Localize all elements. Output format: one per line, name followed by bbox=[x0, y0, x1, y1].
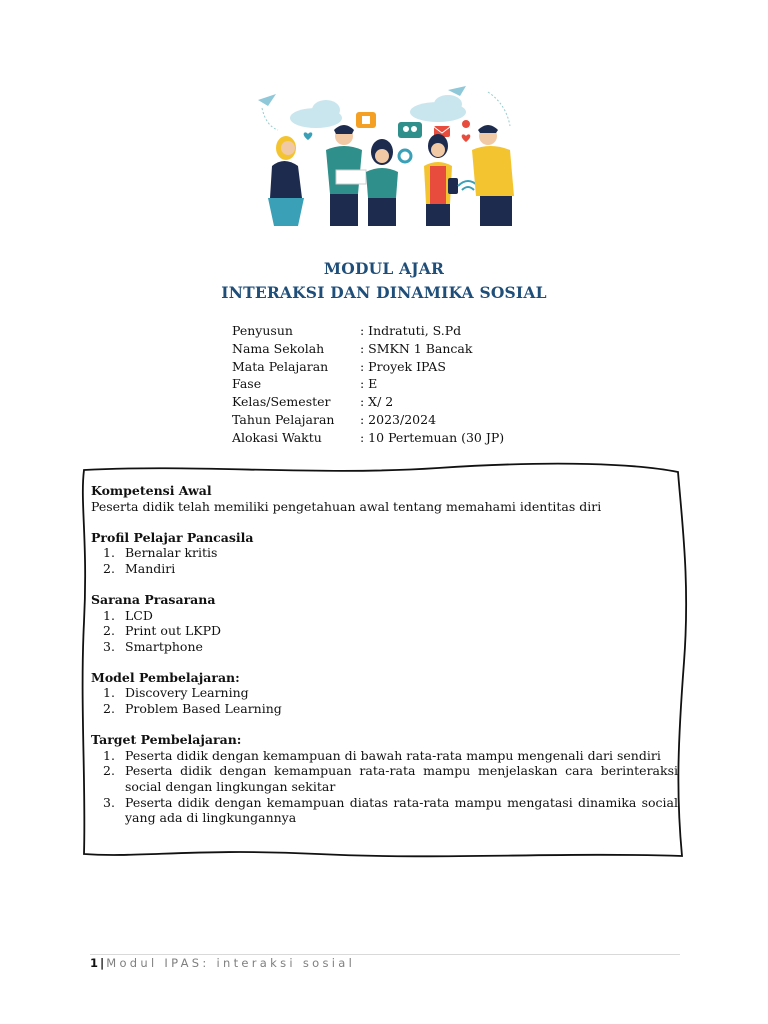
list-item: 3. Peserta didik dengan kemampuan diatas rata-rata mampu mengatasi dinamika social yang ada di lingkungannya bbox=[103, 794, 678, 826]
list-item: 2. Peserta didik dengan kemampuan rata-rata mampu menjelaskan cara berinteraksi social dengan lingkungan sekitar bbox=[103, 763, 678, 794]
list-item: 2. Mandiri bbox=[103, 560, 176, 576]
person-figure bbox=[326, 125, 366, 226]
info-value: : X/ 2 bbox=[360, 394, 394, 410]
section-text: Peserta didik telah memiliki pengetahuan awal tentang memahami identitas diri bbox=[91, 498, 602, 514]
footer-text: Modul IPAS: interaksi sosial bbox=[106, 956, 356, 970]
numbered-list bbox=[91, 608, 678, 655]
info-row-penyusun bbox=[232, 322, 504, 340]
footer-divider bbox=[90, 954, 680, 955]
list-item: 1. LCD bbox=[103, 607, 153, 623]
person-figure bbox=[366, 139, 398, 226]
numbered-list bbox=[91, 545, 678, 576]
section-heading: Model Pembelajaran: bbox=[91, 669, 240, 685]
gear-icon bbox=[399, 150, 411, 162]
section-heading: Sarana Prasarana bbox=[91, 591, 216, 607]
section-heading: Profil Pelajar Pancasila bbox=[91, 529, 254, 545]
footer-separator: | bbox=[100, 956, 105, 970]
list-item: 1. Bernalar kritis bbox=[103, 545, 218, 561]
info-value: : E bbox=[360, 376, 378, 392]
info-label: Fase bbox=[232, 376, 262, 392]
social-interaction-illustration bbox=[248, 86, 528, 232]
info-row-tahun-pelajaran bbox=[232, 411, 504, 429]
info-row-nama-sekolah bbox=[232, 340, 504, 358]
info-label: Kelas/Semester bbox=[232, 394, 331, 410]
heart-icon bbox=[462, 134, 471, 142]
numbered-list bbox=[91, 748, 678, 826]
person-figure bbox=[424, 134, 458, 226]
page-number: 1 bbox=[90, 956, 99, 970]
info-label: Mata Pelajaran bbox=[232, 358, 329, 374]
content-box bbox=[91, 483, 678, 841]
heart-icon bbox=[304, 132, 313, 140]
paper-plane-icon bbox=[258, 94, 276, 106]
person-figure bbox=[268, 136, 304, 226]
module-info-table bbox=[232, 322, 504, 447]
info-label: Nama Sekolah bbox=[232, 340, 325, 356]
document-subtitle: INTERAKSI DAN DINAMIKA SOSIAL bbox=[221, 283, 547, 302]
numbered-list bbox=[91, 685, 678, 716]
info-value: : SMKN 1 Bancak bbox=[360, 340, 473, 356]
list-item: 2. Print out LKPD bbox=[103, 623, 222, 639]
section-sarana-prasarana bbox=[91, 592, 678, 654]
section-model-pembelajaran bbox=[91, 670, 678, 717]
section-heading: Target Pembelajaran: bbox=[91, 732, 242, 748]
section-profil-pelajar bbox=[91, 530, 678, 577]
info-label: Alokasi Waktu bbox=[232, 429, 322, 445]
page-footer bbox=[90, 956, 355, 970]
info-value: : Indratuti, S.Pd bbox=[360, 323, 462, 338]
section-kompetensi-awal bbox=[91, 483, 678, 514]
paper-plane-icon bbox=[448, 86, 466, 96]
section-target-pembelajaran bbox=[91, 732, 678, 826]
info-value: : 2023/2024 bbox=[360, 411, 437, 427]
info-row-fase bbox=[232, 375, 504, 393]
users-icon bbox=[398, 122, 422, 138]
info-row-alokasi-waktu bbox=[232, 429, 504, 447]
info-row-kelas-semester bbox=[232, 393, 504, 411]
info-row-mata-pelajaran bbox=[232, 358, 504, 376]
list-item: 1. Discovery Learning bbox=[103, 685, 249, 701]
list-item: 2. Problem Based Learning bbox=[103, 701, 282, 717]
section-heading: Kompetensi Awal bbox=[91, 483, 212, 498]
thumbs-up-icon bbox=[356, 112, 376, 128]
info-value: : 10 Pertemuan (30 JP) bbox=[360, 429, 505, 445]
list-item: 1. Peserta didik dengan kemampuan di bawah rata-rata mampu mengenali dari sendiri bbox=[103, 747, 661, 763]
document-title: MODUL AJAR bbox=[323, 259, 445, 278]
info-value: : Proyek IPAS bbox=[360, 358, 446, 374]
cloud-icon bbox=[290, 95, 466, 128]
info-label: Tahun Pelajaran bbox=[232, 411, 335, 427]
list-item: 3. Smartphone bbox=[103, 638, 203, 654]
info-label: Penyusun bbox=[232, 323, 293, 338]
